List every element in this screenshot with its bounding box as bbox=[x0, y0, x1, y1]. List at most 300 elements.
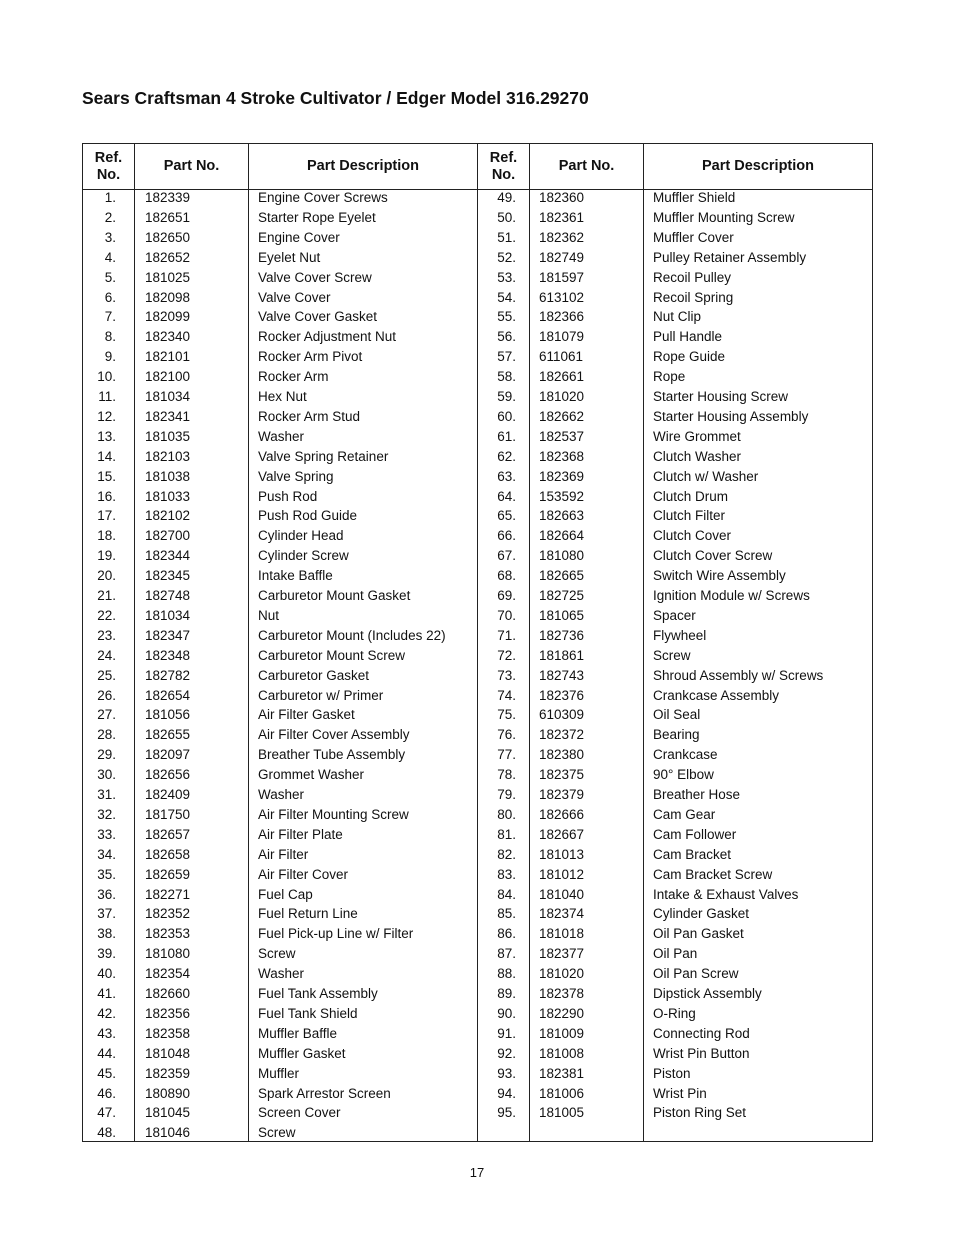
table-row bbox=[83, 1064, 872, 1084]
ref-no-cell: 35. bbox=[97, 866, 116, 882]
part-description-cell: Ignition Module w/ Screws bbox=[653, 588, 810, 603]
part-no-cell: 182654 bbox=[145, 687, 191, 703]
part-no-cell: 181006 bbox=[539, 1085, 585, 1101]
table-row bbox=[83, 586, 872, 606]
header-part-no: Part No. bbox=[163, 158, 220, 174]
ref-no-cell: 85. bbox=[497, 906, 516, 922]
part-no-cell: 611061 bbox=[539, 349, 584, 365]
part-no-cell: 182368 bbox=[539, 448, 585, 464]
part-description-cell: Push Rod bbox=[258, 488, 318, 504]
part-description-cell: Cylinder Screw bbox=[258, 548, 349, 564]
part-no-cell: 181080 bbox=[145, 946, 191, 962]
ref-no-cell: 55. bbox=[497, 309, 516, 325]
ref-no-cell: 81. bbox=[497, 826, 516, 842]
ref-no-cell: 74. bbox=[497, 687, 516, 703]
ref-no-cell: 19. bbox=[97, 548, 116, 564]
part-no-cell: 182290 bbox=[539, 1005, 585, 1021]
table-row bbox=[83, 268, 872, 288]
part-no-cell: 182749 bbox=[539, 249, 585, 265]
part-no-cell: 181013 bbox=[539, 846, 585, 862]
part-no-cell: 182101 bbox=[145, 349, 191, 365]
part-no-cell: 182339 bbox=[145, 190, 191, 205]
part-no-cell: 182358 bbox=[145, 1025, 191, 1041]
ref-no-cell: 54. bbox=[497, 289, 516, 305]
part-no-cell: 182662 bbox=[539, 408, 585, 424]
part-no-cell: 182537 bbox=[539, 428, 585, 444]
ref-no-cell: 4. bbox=[104, 249, 116, 265]
part-no-cell: 182356 bbox=[145, 1005, 191, 1021]
part-no-cell: 181008 bbox=[539, 1045, 585, 1061]
table-row bbox=[83, 885, 872, 905]
part-no-cell: 181080 bbox=[539, 548, 585, 564]
ref-no-cell: 42. bbox=[97, 1005, 116, 1021]
part-description-cell: Wrist Pin bbox=[653, 1085, 707, 1101]
table-row bbox=[83, 506, 872, 526]
part-description-cell: Screw bbox=[258, 946, 296, 962]
part-description-cell: Valve Cover Gasket bbox=[258, 309, 378, 325]
part-description-cell: Fuel Tank Assembly bbox=[258, 986, 378, 1001]
part-no-cell: 182352 bbox=[145, 906, 191, 922]
part-no-cell: 181012 bbox=[539, 866, 585, 882]
part-description-cell: Carburetor Mount (Includes 22) bbox=[258, 627, 446, 643]
part-description-cell: Piston Ring Set bbox=[653, 1105, 747, 1121]
part-description-cell: Spacer bbox=[653, 607, 696, 623]
ref-no-cell: 86. bbox=[497, 926, 516, 942]
ref-no-cell: 70. bbox=[497, 607, 516, 623]
part-no-cell: 181046 bbox=[145, 1125, 191, 1141]
part-no-cell: 182376 bbox=[539, 687, 585, 703]
ref-no-cell: 69. bbox=[497, 588, 516, 603]
table-row bbox=[83, 666, 872, 686]
ref-no-cell: 63. bbox=[497, 468, 516, 484]
part-description-cell: Air Filter Plate bbox=[258, 826, 343, 842]
part-no-cell: 182725 bbox=[539, 588, 585, 603]
part-no-cell: 182409 bbox=[145, 787, 191, 802]
table-row bbox=[83, 566, 872, 586]
ref-no-cell: 34. bbox=[97, 846, 116, 862]
part-description-cell: Engine Cover Screws bbox=[258, 190, 388, 205]
part-no-cell: 181048 bbox=[145, 1045, 191, 1061]
ref-no-cell: 56. bbox=[497, 329, 516, 345]
ref-no-cell: 17. bbox=[97, 508, 116, 524]
part-description-cell: Cylinder Gasket bbox=[653, 906, 750, 922]
ref-no-cell: 10. bbox=[97, 369, 116, 385]
table-row bbox=[83, 1123, 872, 1143]
ref-no-cell: 76. bbox=[497, 727, 516, 743]
part-description-cell: Connecting Rod bbox=[653, 1025, 750, 1041]
part-description-cell: Valve Cover Screw bbox=[258, 269, 372, 285]
part-description-cell: Air Filter Cover Assembly bbox=[258, 727, 410, 743]
ref-no-cell: 57. bbox=[497, 349, 516, 365]
part-description-cell: Carburetor Mount Gasket bbox=[258, 588, 411, 603]
part-description-cell: Pull Handle bbox=[653, 329, 723, 345]
table-row bbox=[83, 785, 872, 805]
part-description-cell: Pulley Retainer Assembly bbox=[653, 249, 807, 265]
ref-no-cell: 18. bbox=[97, 528, 116, 544]
part-description-cell: Valve Cover bbox=[258, 289, 331, 305]
ref-no-cell: 94. bbox=[497, 1085, 516, 1101]
ref-no-cell: 87. bbox=[497, 946, 516, 962]
ref-no-cell: 50. bbox=[497, 209, 516, 225]
part-description-cell: Breather Hose bbox=[653, 787, 741, 802]
part-description-cell: Eyelet Nut bbox=[258, 249, 321, 265]
part-description-cell: 90° Elbow bbox=[653, 767, 714, 783]
part-description-cell: Fuel Return Line bbox=[258, 906, 358, 922]
part-no-cell: 613102 bbox=[539, 289, 585, 305]
part-no-cell: 181025 bbox=[145, 269, 191, 285]
part-no-cell: 182345 bbox=[145, 568, 191, 584]
ref-no-cell: 62. bbox=[497, 448, 516, 464]
part-no-cell: 182667 bbox=[539, 826, 585, 842]
part-description-cell: Cam Gear bbox=[653, 806, 716, 822]
part-description-cell: Muffler Gasket bbox=[258, 1045, 346, 1061]
part-description-cell: Cam Follower bbox=[653, 826, 737, 842]
part-description-cell: Crankcase bbox=[653, 747, 718, 763]
part-description-cell: Spark Arrestor Screen bbox=[258, 1085, 391, 1101]
ref-no-cell: 46. bbox=[97, 1085, 116, 1101]
part-description-cell: Washer bbox=[258, 966, 305, 982]
part-description-cell: Muffler Baffle bbox=[258, 1025, 338, 1041]
part-description-cell: Screen Cover bbox=[258, 1105, 341, 1121]
part-no-cell: 182748 bbox=[145, 588, 191, 603]
ref-no-cell: 66. bbox=[497, 528, 516, 544]
ref-no-cell: 72. bbox=[497, 647, 516, 663]
part-description-cell: Cam Bracket bbox=[653, 846, 732, 862]
ref-no-cell: 9. bbox=[104, 349, 116, 365]
part-no-cell: 153592 bbox=[539, 488, 585, 504]
part-description-cell: Rope Guide bbox=[653, 349, 726, 365]
part-description-cell: Muffler Cover bbox=[653, 229, 734, 245]
part-description-cell: Air Filter bbox=[258, 846, 309, 862]
part-no-cell: 181045 bbox=[145, 1105, 191, 1121]
part-description-cell: Fuel Pick-up Line w/ Filter bbox=[258, 926, 414, 942]
part-no-cell: 182341 bbox=[145, 408, 191, 424]
part-no-cell: 182100 bbox=[145, 369, 191, 385]
table-row bbox=[83, 705, 872, 725]
ref-no-cell: 40. bbox=[97, 966, 116, 982]
table-row bbox=[83, 327, 872, 347]
part-description-cell: Valve Spring Retainer bbox=[258, 448, 389, 464]
part-description-cell: Recoil Spring bbox=[653, 289, 734, 305]
part-description-cell: Flywheel bbox=[653, 627, 707, 643]
part-no-cell: 182271 bbox=[145, 886, 191, 902]
part-no-cell: 181034 bbox=[145, 607, 191, 623]
table-row bbox=[83, 447, 872, 467]
ref-no-cell: 84. bbox=[497, 886, 516, 902]
ref-no-cell: 45. bbox=[97, 1065, 116, 1081]
part-description-cell: O-Ring bbox=[653, 1005, 696, 1021]
part-no-cell: 182359 bbox=[145, 1065, 191, 1081]
part-description-cell: Oil Pan Screw bbox=[653, 966, 739, 982]
part-no-cell: 181035 bbox=[145, 428, 191, 444]
part-description-cell: Dipstick Assembly bbox=[653, 986, 762, 1001]
ref-no-cell: 5. bbox=[104, 269, 116, 285]
table-row bbox=[83, 526, 872, 546]
part-no-cell: 182658 bbox=[145, 846, 191, 862]
part-description-cell: Muffler bbox=[258, 1065, 300, 1081]
part-no-cell: 182664 bbox=[539, 528, 585, 544]
ref-no-cell: 31. bbox=[97, 787, 116, 802]
part-no-cell: 181040 bbox=[539, 886, 585, 902]
ref-no-cell: 1. bbox=[104, 190, 116, 205]
table-row bbox=[83, 427, 872, 447]
ref-no-cell: 37. bbox=[97, 906, 116, 922]
part-description-cell: Breather Tube Assembly bbox=[258, 747, 406, 763]
part-description-cell: Clutch Washer bbox=[653, 448, 742, 464]
part-no-cell: 181056 bbox=[145, 707, 191, 723]
part-description-cell: Hex Nut bbox=[258, 389, 307, 404]
part-no-cell: 181038 bbox=[145, 468, 191, 484]
ref-no-cell: 48. bbox=[97, 1125, 116, 1141]
part-description-cell: Wrist Pin Button bbox=[653, 1045, 750, 1061]
table-row bbox=[83, 626, 872, 646]
ref-no-cell: 3. bbox=[104, 229, 116, 245]
part-no-cell: 182340 bbox=[145, 329, 191, 345]
part-description-cell: Cam Bracket Screw bbox=[653, 866, 773, 882]
part-no-cell: 181018 bbox=[539, 926, 585, 942]
part-no-cell: 182378 bbox=[539, 986, 585, 1001]
table-row bbox=[83, 865, 872, 885]
part-no-cell: 181033 bbox=[145, 488, 191, 504]
part-description-cell: Screw bbox=[258, 1125, 296, 1141]
part-no-cell: 181079 bbox=[539, 329, 585, 345]
ref-no-cell: 58. bbox=[497, 369, 516, 385]
part-no-cell: 182098 bbox=[145, 289, 191, 305]
ref-no-cell: 22. bbox=[97, 607, 116, 623]
ref-no-cell: 89. bbox=[497, 986, 516, 1001]
table-row bbox=[83, 407, 872, 427]
table-row bbox=[83, 1024, 872, 1044]
part-description-cell: Starter Rope Eyelet bbox=[258, 209, 376, 225]
table-row bbox=[83, 944, 872, 964]
table-row bbox=[83, 1103, 872, 1123]
ref-no-cell: 14. bbox=[97, 448, 116, 464]
part-description-cell: Carburetor Mount Screw bbox=[258, 647, 406, 663]
part-no-cell: 182375 bbox=[539, 767, 585, 783]
ref-no-cell: 91. bbox=[497, 1025, 516, 1041]
ref-no-cell: 77. bbox=[497, 747, 516, 763]
ref-no-cell: 6. bbox=[104, 289, 116, 305]
part-description-cell: Wire Grommet bbox=[653, 428, 741, 444]
part-description-cell: Oil Pan bbox=[653, 946, 698, 962]
ref-no-cell: 11. bbox=[98, 389, 116, 404]
table-row bbox=[83, 347, 872, 367]
page-title: Sears Craftsman 4 Stroke Cultivator / Edger Model 316.29270 bbox=[82, 88, 589, 108]
part-description-cell: Rocker Arm bbox=[258, 369, 329, 385]
part-description-cell: Cylinder Head bbox=[258, 528, 344, 544]
ref-no-cell: 82. bbox=[497, 846, 516, 862]
part-no-cell: 182374 bbox=[539, 906, 585, 922]
part-description-cell: Rocker Arm Pivot bbox=[258, 349, 363, 365]
part-description-cell: Fuel Cap bbox=[258, 886, 313, 902]
part-no-cell: 181020 bbox=[539, 389, 585, 404]
table-row bbox=[83, 1084, 872, 1104]
table-row bbox=[83, 904, 872, 924]
table-row bbox=[83, 546, 872, 566]
part-no-cell: 182656 bbox=[145, 767, 191, 783]
part-description-cell: Carburetor Gasket bbox=[258, 667, 370, 683]
parts-table bbox=[82, 143, 873, 1142]
part-description-cell: Crankcase Assembly bbox=[653, 687, 780, 703]
part-description-cell: Clutch Drum bbox=[653, 488, 729, 504]
table-row bbox=[83, 367, 872, 387]
part-description-cell: Engine Cover bbox=[258, 229, 340, 245]
part-description-cell: Clutch Cover Screw bbox=[653, 548, 773, 564]
part-description-cell: Carburetor w/ Primer bbox=[258, 687, 384, 703]
part-description-cell: Starter Housing Assembly bbox=[653, 408, 809, 424]
part-no-cell: 182348 bbox=[145, 647, 191, 663]
ref-no-cell: 95. bbox=[497, 1105, 516, 1121]
part-no-cell: 182353 bbox=[145, 926, 191, 942]
ref-no-cell: 16. bbox=[97, 488, 116, 504]
part-no-cell: 182700 bbox=[145, 528, 191, 544]
part-no-cell: 182736 bbox=[539, 627, 585, 643]
part-description-cell: Rocker Adjustment Nut bbox=[258, 329, 397, 345]
part-no-cell: 181005 bbox=[539, 1105, 585, 1121]
part-description-cell: Intake Baffle bbox=[258, 568, 333, 584]
table-row bbox=[83, 765, 872, 785]
ref-no-cell: 25. bbox=[97, 667, 116, 683]
ref-no-cell: 30. bbox=[97, 767, 116, 783]
ref-no-cell: 90. bbox=[497, 1005, 516, 1021]
part-description-cell: Nut Clip bbox=[653, 309, 702, 325]
part-description-cell: Bearing bbox=[653, 727, 700, 743]
table-row bbox=[83, 1044, 872, 1064]
part-no-cell: 182097 bbox=[145, 747, 191, 763]
part-description-cell: Washer bbox=[258, 787, 305, 802]
ref-no-cell: 51. bbox=[497, 229, 516, 245]
part-no-cell: 180890 bbox=[145, 1085, 191, 1101]
part-description-cell: Shroud Assembly w/ Screws bbox=[653, 667, 824, 683]
ref-no-cell: 43. bbox=[97, 1025, 116, 1041]
ref-no-cell: 53. bbox=[497, 269, 516, 285]
ref-no-cell: 68. bbox=[497, 568, 516, 584]
ref-no-cell: 26. bbox=[97, 687, 116, 703]
part-no-cell: 182344 bbox=[145, 548, 191, 564]
part-no-cell: 182347 bbox=[145, 627, 191, 643]
part-description-cell: Muffler Mounting Screw bbox=[653, 209, 795, 225]
ref-no-cell: 78. bbox=[497, 767, 516, 783]
ref-no-cell: 75. bbox=[497, 707, 516, 723]
part-no-cell: 182661 bbox=[539, 369, 585, 385]
ref-no-cell: 65. bbox=[497, 508, 516, 524]
part-description-cell: Clutch w/ Washer bbox=[653, 468, 759, 484]
ref-no-cell: 28. bbox=[97, 727, 116, 743]
part-description-cell: Oil Pan Gasket bbox=[653, 926, 744, 942]
ref-no-cell: 44. bbox=[97, 1045, 116, 1061]
part-description-cell: Oil Seal bbox=[653, 707, 701, 723]
table-row bbox=[83, 307, 872, 327]
ref-no-cell: 79. bbox=[497, 787, 516, 802]
part-description-cell: Valve Spring bbox=[258, 468, 334, 484]
ref-no-cell: 36. bbox=[97, 886, 116, 902]
part-no-cell: 182655 bbox=[145, 727, 191, 743]
ref-no-cell: 20. bbox=[97, 568, 116, 584]
part-no-cell: 182659 bbox=[145, 866, 191, 882]
part-no-cell: 182381 bbox=[539, 1065, 585, 1081]
part-description-cell: Starter Housing Screw bbox=[653, 389, 789, 404]
ref-no-cell: 59. bbox=[497, 389, 516, 404]
table-row bbox=[83, 188, 872, 208]
part-no-cell: 182362 bbox=[539, 229, 585, 245]
part-no-cell: 182372 bbox=[539, 727, 585, 743]
part-no-cell: 182102 bbox=[145, 508, 191, 524]
part-no-cell: 182360 bbox=[539, 190, 585, 205]
table-row bbox=[83, 745, 872, 765]
part-no-cell: 182379 bbox=[539, 787, 585, 802]
ref-no-cell: 61. bbox=[497, 428, 516, 444]
part-no-cell: 182657 bbox=[145, 826, 191, 842]
ref-no-cell: 15. bbox=[97, 468, 116, 484]
table-row bbox=[83, 1004, 872, 1024]
part-description-cell: Piston bbox=[653, 1065, 691, 1081]
table-row bbox=[83, 825, 872, 845]
ref-no-cell: 38. bbox=[97, 926, 116, 942]
table-row bbox=[83, 646, 872, 666]
part-no-cell: 182666 bbox=[539, 806, 585, 822]
header-part-description: Part Description bbox=[307, 158, 419, 174]
ref-no-cell: 88. bbox=[497, 966, 516, 982]
part-description-cell: Rocker Arm Stud bbox=[258, 408, 361, 424]
ref-no-cell: 83. bbox=[497, 866, 516, 882]
ref-no-cell: 32. bbox=[97, 806, 116, 822]
ref-no-cell: 12. bbox=[97, 408, 116, 424]
part-no-cell: 182361 bbox=[539, 209, 585, 225]
ref-no-cell: 13. bbox=[97, 428, 116, 444]
ref-no-cell: 39. bbox=[97, 946, 116, 962]
table-row bbox=[83, 288, 872, 308]
part-no-cell: 182103 bbox=[145, 448, 191, 464]
table-row bbox=[83, 805, 872, 825]
part-description-cell: Rope bbox=[653, 369, 686, 385]
ref-no-cell: 41. bbox=[97, 986, 116, 1001]
ref-no-cell: 23. bbox=[97, 627, 116, 643]
part-no-cell: 182099 bbox=[145, 309, 191, 325]
part-description-cell: Intake & Exhaust Valves bbox=[653, 886, 799, 902]
ref-no-cell: 64. bbox=[497, 488, 516, 504]
table-row bbox=[83, 208, 872, 228]
table-row bbox=[83, 228, 872, 248]
part-no-cell: 182651 bbox=[145, 209, 191, 225]
part-no-cell: 181009 bbox=[539, 1025, 585, 1041]
header-ref-no: Ref. No. bbox=[94, 149, 123, 183]
part-description-cell: Clutch Cover bbox=[653, 528, 732, 544]
table-row bbox=[83, 924, 872, 944]
part-no-cell: 182663 bbox=[539, 508, 585, 524]
part-no-cell: 182665 bbox=[539, 568, 585, 584]
ref-no-cell: 47. bbox=[97, 1105, 116, 1121]
part-no-cell: 182782 bbox=[145, 667, 191, 683]
part-no-cell: 182354 bbox=[145, 966, 191, 982]
table-row bbox=[83, 248, 872, 268]
part-no-cell: 181861 bbox=[539, 647, 585, 663]
part-no-cell: 182650 bbox=[145, 229, 191, 245]
part-description-cell: Air Filter Gasket bbox=[258, 707, 355, 723]
header-ref-no: Ref. No. bbox=[489, 149, 518, 183]
part-no-cell: 182369 bbox=[539, 468, 585, 484]
part-no-cell: 181750 bbox=[145, 806, 191, 822]
part-no-cell: 182743 bbox=[539, 667, 585, 683]
part-no-cell: 181020 bbox=[539, 966, 585, 982]
part-description-cell: Grommet Washer bbox=[258, 767, 365, 783]
ref-no-cell: 21. bbox=[97, 588, 116, 603]
ref-no-cell: 29. bbox=[97, 747, 116, 763]
ref-no-cell: 80. bbox=[497, 806, 516, 822]
ref-no-cell: 2. bbox=[104, 209, 116, 225]
part-no-cell: 181597 bbox=[539, 269, 585, 285]
part-description-cell: Washer bbox=[258, 428, 305, 444]
ref-no-cell: 27. bbox=[97, 707, 116, 723]
